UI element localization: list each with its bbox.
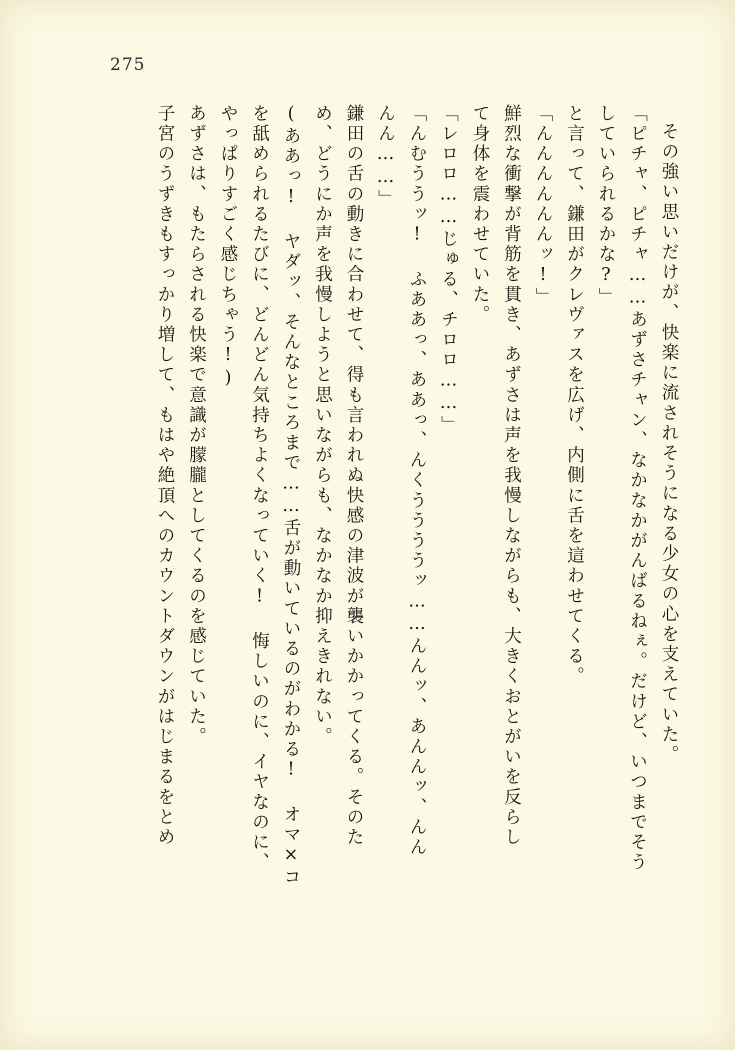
text-line: 「ピチャ、ピチャ……あずさチャン、なかなかがんばるねぇ。だけど、いつまでそう xyxy=(627,104,648,873)
text-line: 鎌田の舌の動きに合わせて、得も言われぬ快感の津波が襲いかかってくる。そのた xyxy=(344,104,364,848)
text-line: (ああっ! ヤダッ、そんなところまで……舌が動いているのがわかる! オマ×コ xyxy=(281,104,301,888)
text-line: んん……」 xyxy=(375,104,396,210)
text-line: 「レロロ……じゅる、チロロ……」 xyxy=(438,104,459,436)
text-line: と言って、鎌田がクレヴァスを広げ、内側に舌を這わせてくる。 xyxy=(564,104,585,687)
text-line: を舐められるたびに、どんどん気持ちよくなっていく! 悔しいのに、イヤなのに、 xyxy=(249,104,270,873)
text-line: あずさは、もたらされる快楽で意識が朦朧としてくるのを感じていた。 xyxy=(186,104,207,748)
page-number: 275 xyxy=(110,55,146,75)
text-line: 子宮のうずきもすっかり増して、もはや絶頂へのカウントダウンがはじまるをとめ xyxy=(155,104,175,848)
text-line: 「んむううッ! ふああっ、ああっ、んくううううッ……んんッ、あんんッ、んん xyxy=(407,104,427,858)
text-line: て身体を震わせていた。 xyxy=(470,104,490,326)
text-line: していられるかな?」 xyxy=(596,104,616,308)
body-text xyxy=(72,104,677,964)
text-line: 「んんんんんんッ!」 xyxy=(533,104,553,308)
text-line: その強い思いだけが、快楽に流されそうになる少女の心を支えていた。 xyxy=(659,122,679,766)
text-line: め、どうにか声を我慢しようと思いながらも、なかなか抑えきれない。 xyxy=(312,104,333,748)
text-line: 鮮烈な衝撃が背筋を貫き、あずさは声を我慢しながらも、大きくおとがいを反らし xyxy=(501,104,522,848)
text-line: やっぱりすごく感じちゃう!) xyxy=(218,104,238,391)
